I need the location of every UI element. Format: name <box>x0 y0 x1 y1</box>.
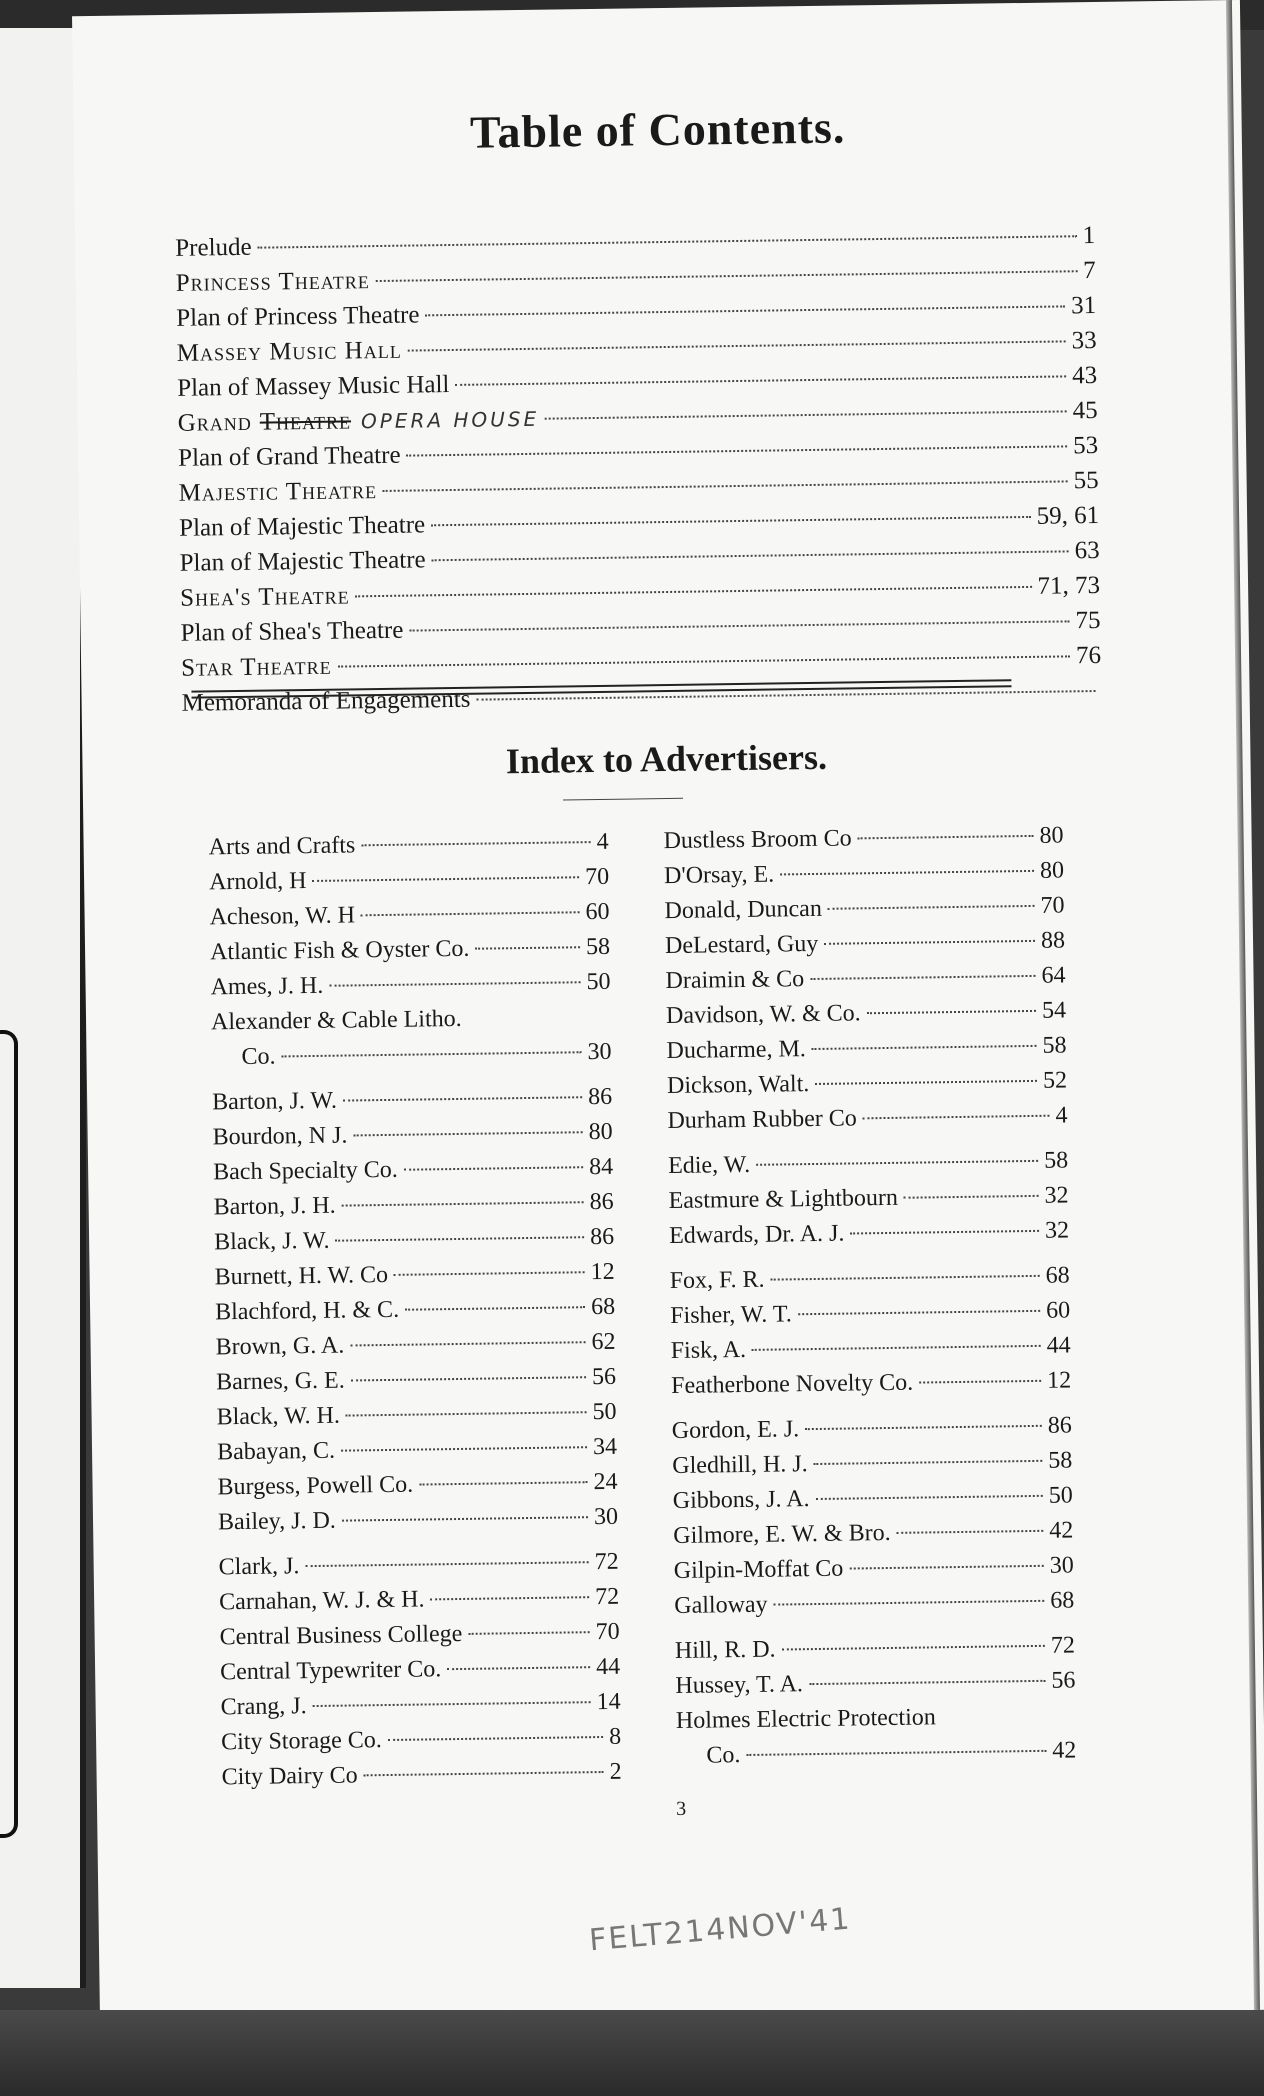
dot-leader <box>409 620 1069 631</box>
index-entry <box>216 1364 616 1405</box>
index-entry <box>209 899 609 940</box>
document-page <box>72 0 1264 2026</box>
page-edge <box>1226 0 1260 2010</box>
dot-leader <box>341 1446 587 1451</box>
index-entry <box>672 1447 1072 1488</box>
index-entry <box>672 1412 1072 1453</box>
index-entry-label: Black, J. W. <box>213 1227 330 1256</box>
index-entry <box>665 927 1065 968</box>
index-entry <box>211 1039 611 1080</box>
index-entry-label: Black, W. H. <box>216 1402 341 1431</box>
index-entry-page: 86 <box>1047 1412 1072 1439</box>
dot-leader <box>361 911 580 916</box>
dot-leader <box>364 1771 604 1776</box>
index-entry-page: 58 <box>585 933 611 961</box>
dot-leader <box>746 1750 1046 1756</box>
index-entry-label: Alexander & Cable Litho. <box>210 1005 462 1036</box>
index-entry <box>219 1584 619 1625</box>
index-entry <box>217 1434 617 1475</box>
toc-entry-page: 59, 61 <box>1036 501 1100 530</box>
scan-bottom-border <box>0 2010 1264 2096</box>
index-entry-page: 80 <box>588 1118 613 1146</box>
toc-entry-label: Massey Music Hall <box>176 336 402 367</box>
index-entry-label: Blachford, H. & C. <box>214 1296 400 1326</box>
index-entry <box>221 1724 621 1765</box>
index-entry-page: 68 <box>590 1293 616 1321</box>
dot-leader <box>455 375 1066 386</box>
index-entry <box>675 1667 1075 1708</box>
index-column-right <box>663 822 1076 1777</box>
dot-leader <box>282 1051 582 1057</box>
index-entry-label: Arnold, H <box>208 868 307 896</box>
index-entry-label: Gledhill, H. J. <box>672 1451 808 1480</box>
index-entry-label: Bourdon, N J. <box>212 1122 348 1151</box>
dot-leader <box>809 1680 1045 1685</box>
index-entry-label: Bach Specialty Co. <box>212 1156 398 1186</box>
index-entry <box>667 1102 1067 1143</box>
index-entry-page: 12 <box>590 1258 615 1286</box>
index-entry-label: Brown, G. A. <box>215 1332 345 1361</box>
toc-entry-page: 43 <box>1071 361 1098 390</box>
index-entry <box>212 1084 612 1125</box>
index-entry-page: 42 <box>1052 1737 1077 1764</box>
index-entry-page: 14 <box>596 1688 621 1716</box>
dot-leader <box>770 1275 1039 1281</box>
index-entry-label: Dickson, Walt. <box>666 1071 810 1100</box>
index-entry <box>213 1154 613 1195</box>
index-entry-page: 44 <box>595 1653 621 1681</box>
index-entry <box>217 1469 617 1510</box>
index-entry <box>210 934 610 975</box>
index-entry-page: 12 <box>1046 1367 1072 1394</box>
dot-leader <box>897 1530 1044 1534</box>
index-entry <box>668 1147 1068 1188</box>
index-entry <box>216 1399 616 1440</box>
index-entry <box>675 1632 1075 1673</box>
dot-leader <box>305 1561 588 1567</box>
dot-leader <box>394 1271 585 1276</box>
dot-leader <box>752 1345 1041 1351</box>
index-entry-label: Co. <box>706 1742 741 1769</box>
index-entry <box>663 822 1063 863</box>
dot-leader <box>863 1115 1050 1120</box>
index-entry <box>213 1189 613 1230</box>
index-entry-page: 50 <box>586 968 611 996</box>
dot-leader <box>904 1195 1039 1199</box>
index-entry-page: 56 <box>1051 1667 1076 1694</box>
dot-leader <box>383 480 1068 492</box>
dot-leader <box>342 1201 584 1206</box>
index-entry-page: 72 <box>1050 1632 1076 1659</box>
index-entry-page: 86 <box>589 1188 614 1216</box>
index-entry-label: Ames, J. H. <box>210 972 324 1001</box>
index-entry <box>670 1262 1070 1303</box>
dot-leader <box>810 975 1035 980</box>
handwritten-annotation: OPERA HOUSE <box>360 406 540 434</box>
index-entry <box>221 1759 621 1800</box>
dot-leader <box>774 1600 1045 1606</box>
index-entry-page: 88 <box>1040 927 1066 954</box>
toc-title: Table of Contents. <box>469 101 846 158</box>
index-entry-page: 24 <box>593 1468 618 1496</box>
index-entry-label: Burnett, H. W. Co <box>214 1261 389 1291</box>
index-entry-page: 86 <box>587 1083 613 1111</box>
index-entry-label: Fisher, W. T. <box>670 1301 792 1330</box>
index-entry-page: 70 <box>1040 892 1065 919</box>
index-entry <box>219 1549 619 1590</box>
dot-leader <box>780 870 1034 876</box>
index-entry-label: Barnes, G. E. <box>215 1367 345 1396</box>
index-entry-page: 54 <box>1041 997 1067 1024</box>
index-entry <box>214 1259 614 1300</box>
index-entry-label: Galloway <box>674 1591 768 1619</box>
index-entry-page: 62 <box>591 1328 616 1356</box>
index-entry-label: Draimin & Co <box>665 966 805 995</box>
index-entry-page: 70 <box>595 1618 620 1646</box>
index-entry-label: Central Business College <box>219 1620 463 1651</box>
dot-leader <box>329 981 580 987</box>
index-entry <box>211 1004 611 1045</box>
index-entry-label: Central Typewriter Co. <box>219 1656 442 1686</box>
dot-leader <box>343 1096 582 1101</box>
index-entry <box>676 1737 1076 1778</box>
index-entry-label: Gibbons, J. A. <box>672 1486 810 1515</box>
dot-leader <box>858 835 1034 839</box>
index-entry <box>674 1552 1074 1593</box>
index-entry-page: 32 <box>1044 1182 1069 1209</box>
index-entry-label: Babayan, C. <box>216 1437 336 1466</box>
index-entry-label: D'Orsay, E. <box>663 861 775 890</box>
toc-entry-label: Plan of Princess Theatre <box>176 301 420 332</box>
toc-entry-page: 63 <box>1074 536 1100 565</box>
toc-entry-page: 53 <box>1072 431 1099 460</box>
index-entry <box>210 969 610 1010</box>
index-entry-page: 70 <box>584 863 610 891</box>
dot-leader <box>313 1701 591 1707</box>
index-entry-page: 80 <box>1039 857 1065 884</box>
index-entry-page: 50 <box>592 1398 617 1426</box>
index-entry <box>209 864 609 905</box>
dot-leader <box>350 1341 585 1346</box>
index-entry-page: 2 <box>609 1758 622 1785</box>
toc-entry-label: Plan of Majestic Theatre <box>179 546 426 577</box>
index-entry <box>208 829 608 870</box>
index-entry <box>673 1482 1073 1523</box>
index-entry-label: Durham Rubber Co <box>667 1105 857 1135</box>
index-entry-label: Gordon, E. J. <box>671 1416 800 1445</box>
index-entry-label: Fisk, A. <box>670 1336 747 1365</box>
index-entry-label: Holmes Electric Protection <box>675 1704 936 1734</box>
index-entry-label: Arts and Crafts <box>208 832 356 861</box>
dot-leader <box>425 305 1065 316</box>
index-entry-label: Clark, J. <box>218 1553 300 1581</box>
index-entry-page: 32 <box>1044 1217 1070 1244</box>
toc-entry-page: 7 <box>1082 256 1096 285</box>
index-entry-page: 64 <box>1041 962 1066 989</box>
index-entry-label: Hill, R. D. <box>674 1636 776 1664</box>
dot-leader <box>353 1131 582 1136</box>
index-entry <box>215 1294 615 1335</box>
index-entry <box>671 1367 1071 1408</box>
index-entry-label: Fox, F. R. <box>669 1266 765 1295</box>
index-entry-label: Eastmure & Lightbourn <box>668 1184 899 1215</box>
toc-entry-struck-label: Theatre <box>259 407 352 436</box>
index-entry-page: 68 <box>1050 1587 1075 1614</box>
index-entry-label: Bailey, J. D. <box>217 1507 337 1536</box>
index-column-left <box>208 829 621 1799</box>
index-entry-page: 4 <box>1055 1102 1068 1129</box>
index-entry-page: 58 <box>1042 1032 1067 1059</box>
toc-entry-label: Plan of Massey Music Hall <box>177 371 450 402</box>
dot-leader <box>828 905 1035 910</box>
index-entry <box>674 1587 1074 1628</box>
toc-entry-page: 75 <box>1075 606 1101 635</box>
dot-leader <box>342 1516 588 1521</box>
index-entry-page: 8 <box>608 1723 622 1750</box>
index-entry <box>670 1297 1070 1338</box>
dot-leader <box>346 1411 587 1416</box>
page-number: 3 <box>675 1797 687 1820</box>
index-entry-page: 52 <box>1042 1067 1068 1094</box>
toc-entry-page: 55 <box>1073 466 1099 495</box>
toc-entry-page: 71, 73 <box>1037 571 1101 600</box>
index-entry-page: 30 <box>587 1038 612 1066</box>
toc-entry-page: 76 <box>1075 641 1102 670</box>
index-entry <box>673 1517 1073 1558</box>
index-entry-page: 80 <box>1039 822 1064 849</box>
dot-leader <box>824 940 1035 945</box>
index-entry <box>220 1654 620 1695</box>
index-entry-label: Barton, J. H. <box>213 1192 336 1221</box>
index-entry-page: 72 <box>594 1548 619 1576</box>
index-entry <box>665 962 1065 1003</box>
index-entry <box>213 1119 613 1160</box>
facing-page-frame <box>0 1030 18 1838</box>
dot-leader <box>407 445 1068 456</box>
dot-leader <box>814 1460 1043 1465</box>
toc-entry-page: 45 <box>1072 396 1098 425</box>
index-entry-page: 84 <box>588 1153 614 1181</box>
index-entry-page: 68 <box>1045 1262 1070 1289</box>
dot-leader <box>351 1376 586 1381</box>
dot-leader <box>258 235 1077 248</box>
dot-leader <box>849 1565 1043 1570</box>
toc-entry-page: 33 <box>1071 326 1097 355</box>
index-entry <box>664 892 1064 933</box>
dot-leader <box>756 1160 1038 1166</box>
index-entry <box>219 1619 619 1660</box>
dot-leader <box>782 1645 1045 1651</box>
dot-leader <box>388 1736 603 1741</box>
toc-list <box>175 222 1102 725</box>
dot-leader <box>430 1596 589 1600</box>
title-underline <box>563 798 683 801</box>
index-entry <box>667 1067 1067 1108</box>
index-entry <box>215 1329 615 1370</box>
dot-leader <box>419 1481 587 1485</box>
index-entry-page: 30 <box>1049 1552 1074 1579</box>
index-entry-label: Crang, J. <box>220 1693 307 1721</box>
index-entry <box>666 997 1066 1038</box>
toc-entry-label: Plan of Majestic Theatre <box>178 511 426 542</box>
index-entry <box>214 1224 614 1265</box>
index-entry-label: City Storage Co. <box>220 1727 382 1756</box>
dot-leader <box>468 1631 589 1635</box>
index-entry <box>664 857 1064 898</box>
toc-entry-page: 31 <box>1070 291 1097 320</box>
dot-leader <box>850 1230 1039 1235</box>
dot-leader <box>361 841 590 846</box>
index-entry-page: 30 <box>593 1503 619 1531</box>
dot-leader <box>405 1306 585 1311</box>
index-entry-page: 60 <box>1046 1297 1071 1324</box>
dot-leader <box>335 1236 584 1241</box>
index-entry-page: 58 <box>1048 1447 1073 1474</box>
index-entry-label: Atlantic Fish & Oyster Co. <box>209 935 470 966</box>
dot-leader <box>475 946 580 949</box>
index-entry-label: Davidson, W. & Co. <box>665 1000 861 1030</box>
toc-entry-label: Shea's Theatre <box>179 582 350 612</box>
index-entry-label: Dustless Broom Co <box>663 825 852 855</box>
toc-entry-label: Plan of Grand Theatre <box>178 441 401 472</box>
dot-leader <box>805 1425 1042 1430</box>
index-entry-label: Featherbone Novelty Co. <box>671 1369 914 1400</box>
index-entry-label: Ducharme, M. <box>666 1036 806 1065</box>
library-stamp: FELT214NOV'41 <box>587 1901 853 1959</box>
toc-entry-label: Majestic Theatre <box>178 477 378 507</box>
index-entry <box>218 1504 618 1545</box>
index-entry-label: Edie, W. <box>667 1151 751 1180</box>
index-entry <box>668 1182 1068 1223</box>
index-entry <box>669 1217 1069 1258</box>
index-entry <box>676 1702 1076 1743</box>
index-entry-label: City Dairy Co <box>221 1762 358 1791</box>
index-entry-page: 42 <box>1049 1517 1074 1544</box>
toc-entry-label: Star Theatre <box>180 652 332 682</box>
index-entry <box>671 1332 1071 1373</box>
index-entry-page: 56 <box>591 1363 617 1391</box>
dot-leader <box>919 1380 1041 1384</box>
dot-leader <box>867 1010 1036 1014</box>
dot-leader <box>431 516 1030 526</box>
index-entry <box>220 1689 620 1730</box>
dot-leader <box>404 1166 583 1171</box>
index-entry-page: 72 <box>594 1583 620 1611</box>
index-entry-label: Acheson, W. H <box>209 902 356 931</box>
index-entry-label: Edwards, Dr. A. J. <box>668 1220 845 1250</box>
index-entry-page: 44 <box>1046 1332 1071 1359</box>
dot-leader <box>798 1310 1041 1315</box>
dot-leader <box>408 340 1066 351</box>
index-entry-label: Burgess, Powell Co. <box>217 1471 414 1501</box>
index-entry-page: 34 <box>592 1433 618 1461</box>
dot-leader <box>432 550 1069 561</box>
dot-leader <box>338 655 1070 667</box>
index-entry <box>666 1032 1066 1073</box>
dot-leader <box>812 1045 1037 1050</box>
index-entry-label: Gilmore, E. W. & Bro. <box>673 1519 891 1550</box>
index-entry-page: 50 <box>1048 1482 1073 1509</box>
toc-entry-page: 1 <box>1082 221 1096 250</box>
index-entry-label: Donald, Duncan <box>664 895 823 925</box>
index-entry-label: DeLestard, Guy <box>664 930 819 960</box>
toc-entry-label: Memoranda of Engagements <box>181 685 471 717</box>
toc-entry-label: Prelude <box>175 233 252 262</box>
toc-entry-label: Plan of Shea's Theatre <box>180 616 404 647</box>
index-title: Index to Advertisers. <box>505 736 828 782</box>
dot-leader <box>356 586 1032 597</box>
index-entry-label: Gilpin-Moffat Co <box>673 1555 844 1585</box>
index-entry-label: Carnahan, W. J. & H. <box>219 1586 425 1616</box>
index-entry-page: 60 <box>585 898 610 926</box>
dot-leader <box>312 876 579 882</box>
index-entry-page: 86 <box>589 1223 615 1251</box>
dot-leader <box>545 410 1067 419</box>
dot-leader <box>815 1080 1037 1085</box>
index-entry-label: Barton, J. W. <box>212 1087 338 1116</box>
dot-leader <box>376 270 1077 282</box>
index-entry-label: Hussey, T. A. <box>675 1671 804 1699</box>
toc-entry-label: Princess Theatre <box>175 267 370 297</box>
index-entry-page: 58 <box>1043 1147 1069 1174</box>
dot-leader <box>815 1495 1042 1500</box>
index-entry-label: Co. <box>241 1043 276 1070</box>
toc-entry-label: Grand <box>177 408 252 437</box>
dot-leader <box>447 1666 590 1670</box>
index-entry-page: 4 <box>596 828 609 856</box>
